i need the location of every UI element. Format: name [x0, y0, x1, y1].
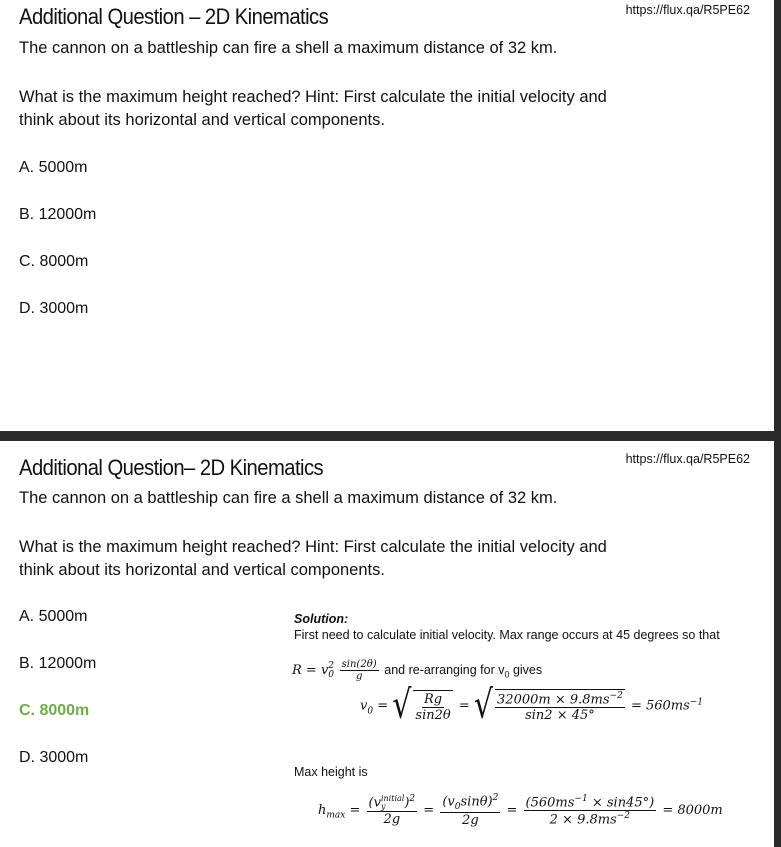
option-d[interactable]: D. 3000m	[19, 749, 89, 766]
option-b[interactable]: B. 12000m	[19, 655, 97, 672]
option-a[interactable]: A. 5000m	[19, 608, 88, 625]
height-equation: $h_{max}$ = (v initial y )$^2$ 2g = $\frac{(v_0\sin\theta)^2}{2g}$ = $\frac{(560ms^{-1} \times \sin 45^\circ)}{2 \times 9.8ms^{-2}}$ = 8000m	[318, 793, 723, 828]
range-fraction: $\frac{\sin(2\theta)}{g}$	[341, 659, 377, 682]
flux-url[interactable]: https://flux.qa/R5PE62	[625, 3, 750, 17]
option-b[interactable]: B. 12000m	[19, 206, 97, 223]
question-hint-line1: What is the maximum height reached? Hint: First calculate the initial velocity and	[19, 538, 607, 556]
slide-solution	[0, 441, 774, 847]
question-text: The cannon on a battleship can fire a shell a maximum distance of 32 km.	[19, 39, 558, 57]
range-equation: R = v 2 0 $\frac{\sin(2\theta)}{g}$ and re-arranging for $v_0$ gives	[292, 659, 543, 682]
question-hint-line1: What is the maximum height reached? Hint: First calculate the initial velocity and	[19, 88, 607, 106]
flux-url[interactable]: https://flux.qa/R5PE62	[625, 452, 750, 466]
question-hint-line2: think about its horizontal and vertical components.	[19, 111, 385, 129]
question-text: The cannon on a battleship can fire a shell a maximum distance of 32 km.	[19, 489, 558, 507]
solution-heading: Solution:	[294, 612, 349, 626]
max-height-label: Max height is	[294, 765, 368, 779]
slide-title: Additional Question – 2D Kinematics	[19, 4, 329, 29]
option-c[interactable]: C. 8000m	[19, 253, 89, 270]
option-c-correct[interactable]: C. 8000m	[19, 702, 90, 719]
velocity-equation: $v_0$ = √ $\frac{Rg}{\sin 2\theta}$ = √ $\frac{32000m \times 9.8ms^{-2}}{\sin 2 \times 45^\circ}$ = $560ms^{-1}$	[360, 682, 704, 729]
option-d[interactable]: D. 3000m	[19, 300, 89, 317]
question-hint-line2: think about its horizontal and vertical components.	[19, 561, 385, 579]
slide-title: Additional Question– 2D Kinematics	[19, 455, 324, 480]
option-a[interactable]: A. 5000m	[19, 159, 88, 176]
solution-intro: First need to calculate initial velocity. Max range occurs at 45 degrees so that	[294, 628, 720, 642]
